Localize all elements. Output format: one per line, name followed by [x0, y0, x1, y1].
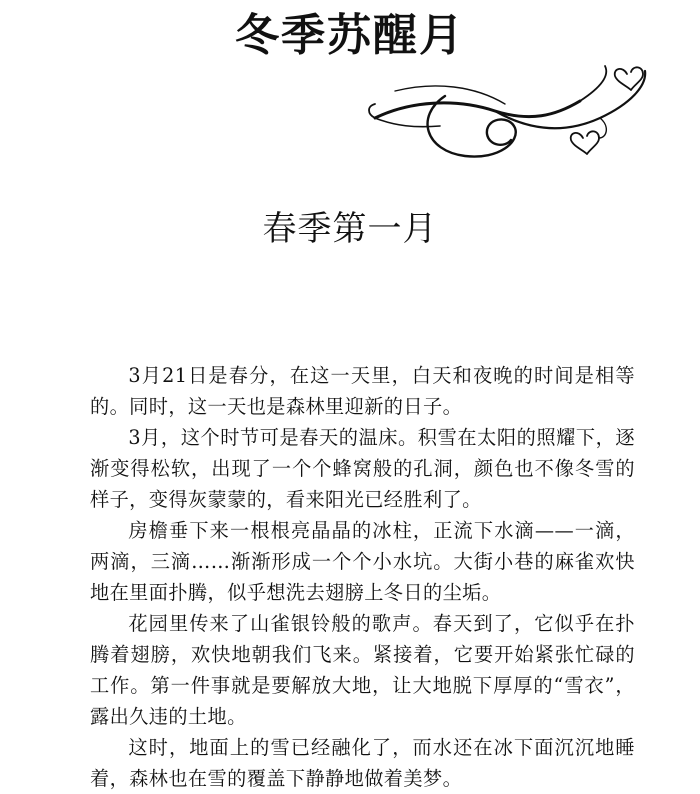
section-title: 春季第一月 [262, 209, 438, 249]
body-text [90, 360, 635, 794]
paragraph: 这时，地面上的雪已经融化了，而水还在冰下面沉沉地睡着，森林也在雪的覆盖下静静地做着美梦。 [90, 736, 635, 790]
heart-swirl-flourish-icon [355, 56, 675, 176]
paragraph: 房檐垂下来一根根亮晶晶的冰柱，正流下水滴——一滴，两滴，三滴……渐渐形成一个个小水坑。大街小巷的麻雀欢快地在里面扑腾，似乎想洗去翅膀上冬日的尘垢。 [90, 519, 635, 604]
paragraph: 3月21日是春分，在这一天里，白天和夜晚的时间是相等的。同时，这一天也是森林里迎新的日子。 [90, 364, 635, 418]
paragraph: 3月，这个时节可是春天的温床。积雪在太阳的照耀下，逐渐变得松软，出现了一个个蜂窝般的孔洞，颜色也不像冬雪的样子，变得灰蒙蒙的，看来阳光已经胜利了。 [90, 426, 635, 511]
chapter-title: 冬季苏醒月 [235, 10, 465, 61]
paragraph: 花园里传来了山雀银铃般的歌声。春天到了，它似乎在扑腾着翅膀，欢快地朝我们飞来。紧接着，它要开始紧张忙碌的工作。第一件事就是要解放大地，让大地脱下厚厚的“雪衣”，露出久违的土地。 [90, 612, 635, 728]
